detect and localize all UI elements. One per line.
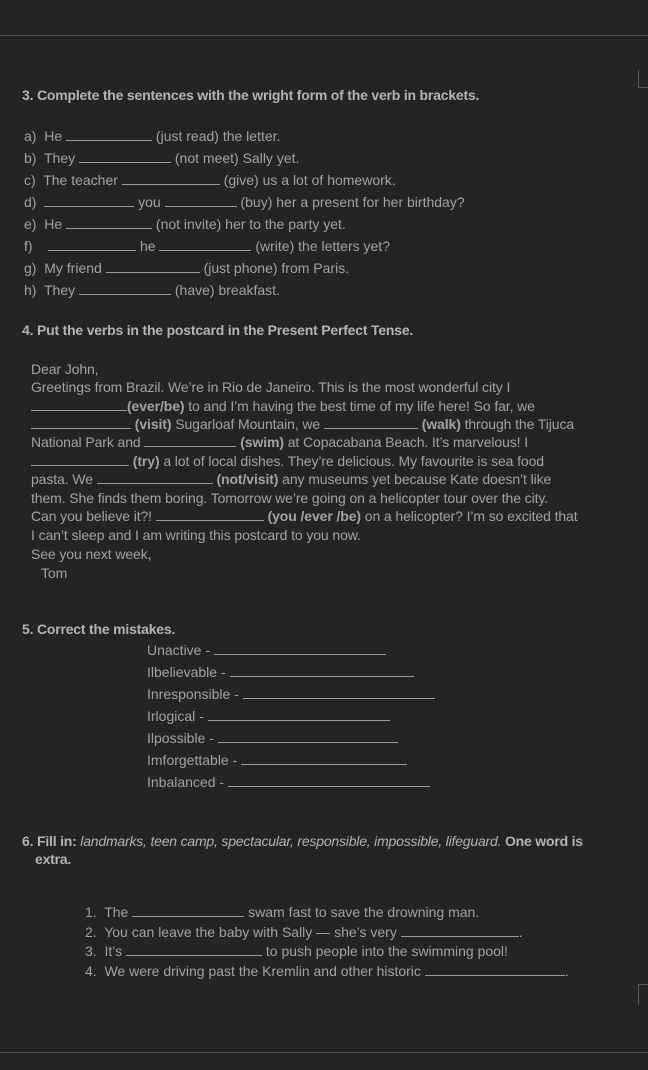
answer-blank[interactable] bbox=[106, 261, 200, 273]
answer-blank[interactable] bbox=[126, 944, 262, 956]
postcard-line-9: I can’t sleep and I am writing this postcard to you now. bbox=[31, 527, 361, 543]
ex3-item-a: a) He (just read) the letter. bbox=[24, 128, 281, 144]
ex3-item-h: h) They (have) breakfast. bbox=[24, 282, 280, 298]
answer-blank[interactable] bbox=[165, 195, 237, 207]
ex6-item: 1. The swam fast to save the drowning man. bbox=[85, 904, 480, 920]
ex5-word: Ilpossible - bbox=[147, 730, 398, 746]
answer-blank[interactable] bbox=[208, 709, 390, 721]
answer-blank[interactable] bbox=[31, 417, 131, 429]
ex5-word: Imforgettable - bbox=[147, 752, 407, 768]
answer-blank[interactable] bbox=[44, 195, 134, 207]
ex3-item-d: d) you (buy) her a present for her birthday? bbox=[24, 194, 465, 210]
postcard-line-2: (ever/be) to and I’m having the best time of my life here! So far, we bbox=[31, 398, 535, 414]
postcard-line-4: National Park and (swim) at Copacabana Beach. It’s marvelous! I bbox=[31, 434, 529, 450]
ex5-word: Unactive - bbox=[147, 642, 386, 658]
ex5-word: Inbalanced - bbox=[147, 774, 430, 790]
answer-blank[interactable] bbox=[48, 239, 136, 251]
postcard-line-7: them. She finds them boring. Tomorrow we’re going on a helicopter tour over the city. bbox=[31, 490, 549, 506]
ex3-item-e: e) He (not invite) her to the party yet. bbox=[24, 216, 346, 232]
exercise-5-title: 5. Correct the mistakes. bbox=[22, 621, 176, 637]
answer-blank[interactable] bbox=[241, 753, 407, 765]
answer-blank[interactable] bbox=[144, 435, 236, 447]
answer-blank[interactable] bbox=[324, 417, 418, 429]
answer-blank[interactable] bbox=[66, 217, 152, 229]
exercise-3-title: 3. Complete the sentences with the wright form of the verb in brackets. bbox=[22, 87, 480, 103]
answer-blank[interactable] bbox=[243, 687, 435, 699]
ex6-item: 4. We were driving past the Kremlin and other historic . bbox=[85, 963, 569, 979]
ex3-item-g: g) My friend (just phone) from Paris. bbox=[24, 260, 350, 276]
exercise-6-title: 6. Fill in: landmarks, teen camp, spectacular, responsible, impossible, lifeguard. One word is bbox=[22, 833, 583, 849]
answer-blank[interactable] bbox=[79, 151, 171, 163]
exercise-4-title: 4. Put the verbs in the postcard in the Present Perfect Tense. bbox=[22, 322, 414, 338]
answer-blank[interactable] bbox=[159, 239, 251, 251]
postcard-line-5: (try) a lot of local dishes. They’re delicious. My favourite is sea food bbox=[31, 453, 544, 469]
answer-blank[interactable] bbox=[31, 454, 129, 466]
postcard-line-3: (visit) Sugarloaf Mountain, we (walk) through the Tijuca bbox=[31, 416, 574, 432]
exercise-6-title-line-2: extra. bbox=[35, 851, 72, 867]
answer-blank[interactable] bbox=[228, 775, 430, 787]
top-rule bbox=[0, 35, 648, 36]
postcard-signature: Tom bbox=[41, 565, 68, 581]
answer-blank[interactable] bbox=[31, 399, 127, 411]
ex3-item-b: b) They (not meet) Sally yet. bbox=[24, 150, 300, 166]
answer-blank[interactable] bbox=[230, 665, 414, 677]
answer-blank[interactable] bbox=[401, 925, 519, 937]
postcard-line-1: Greetings from Brazil. We’re in Rio de Janeiro. This is the most wonderful city I bbox=[31, 379, 511, 395]
ex3-item-c: c) The teacher (give) us a lot of homework. bbox=[24, 172, 396, 188]
answer-blank[interactable] bbox=[66, 129, 152, 141]
postcard-greeting: Dear John, bbox=[31, 361, 99, 377]
answer-blank[interactable] bbox=[156, 509, 264, 521]
answer-blank[interactable] bbox=[132, 905, 244, 917]
answer-blank[interactable] bbox=[425, 964, 565, 976]
ex5-word: Irlogical - bbox=[147, 708, 390, 724]
postcard-closing: See you next week, bbox=[31, 546, 152, 562]
crop-mark-bottom bbox=[638, 984, 648, 1005]
answer-blank[interactable] bbox=[122, 173, 220, 185]
answer-blank[interactable] bbox=[79, 283, 171, 295]
crop-mark-top bbox=[638, 70, 648, 88]
ex6-item: 3. It’s to push people into the swimming pool! bbox=[85, 943, 508, 959]
ex3-item-f: f) he (write) the letters yet? bbox=[24, 238, 390, 254]
ex5-word: Inresponsible - bbox=[147, 686, 435, 702]
ex6-item: 2. You can leave the baby with Sally — she’s very . bbox=[85, 924, 523, 940]
ex5-word: Ilbelievable - bbox=[147, 664, 414, 680]
bottom-rule bbox=[0, 1052, 648, 1053]
postcard-line-6: pasta. We (not/visit) any museums yet because Kate doesn’t like bbox=[31, 471, 552, 487]
answer-blank[interactable] bbox=[214, 643, 386, 655]
answer-blank[interactable] bbox=[218, 731, 398, 743]
postcard-line-8: Can you believe it?! (you /ever /be) on a helicopter? I’m so excited that bbox=[31, 508, 578, 524]
answer-blank[interactable] bbox=[97, 472, 213, 484]
